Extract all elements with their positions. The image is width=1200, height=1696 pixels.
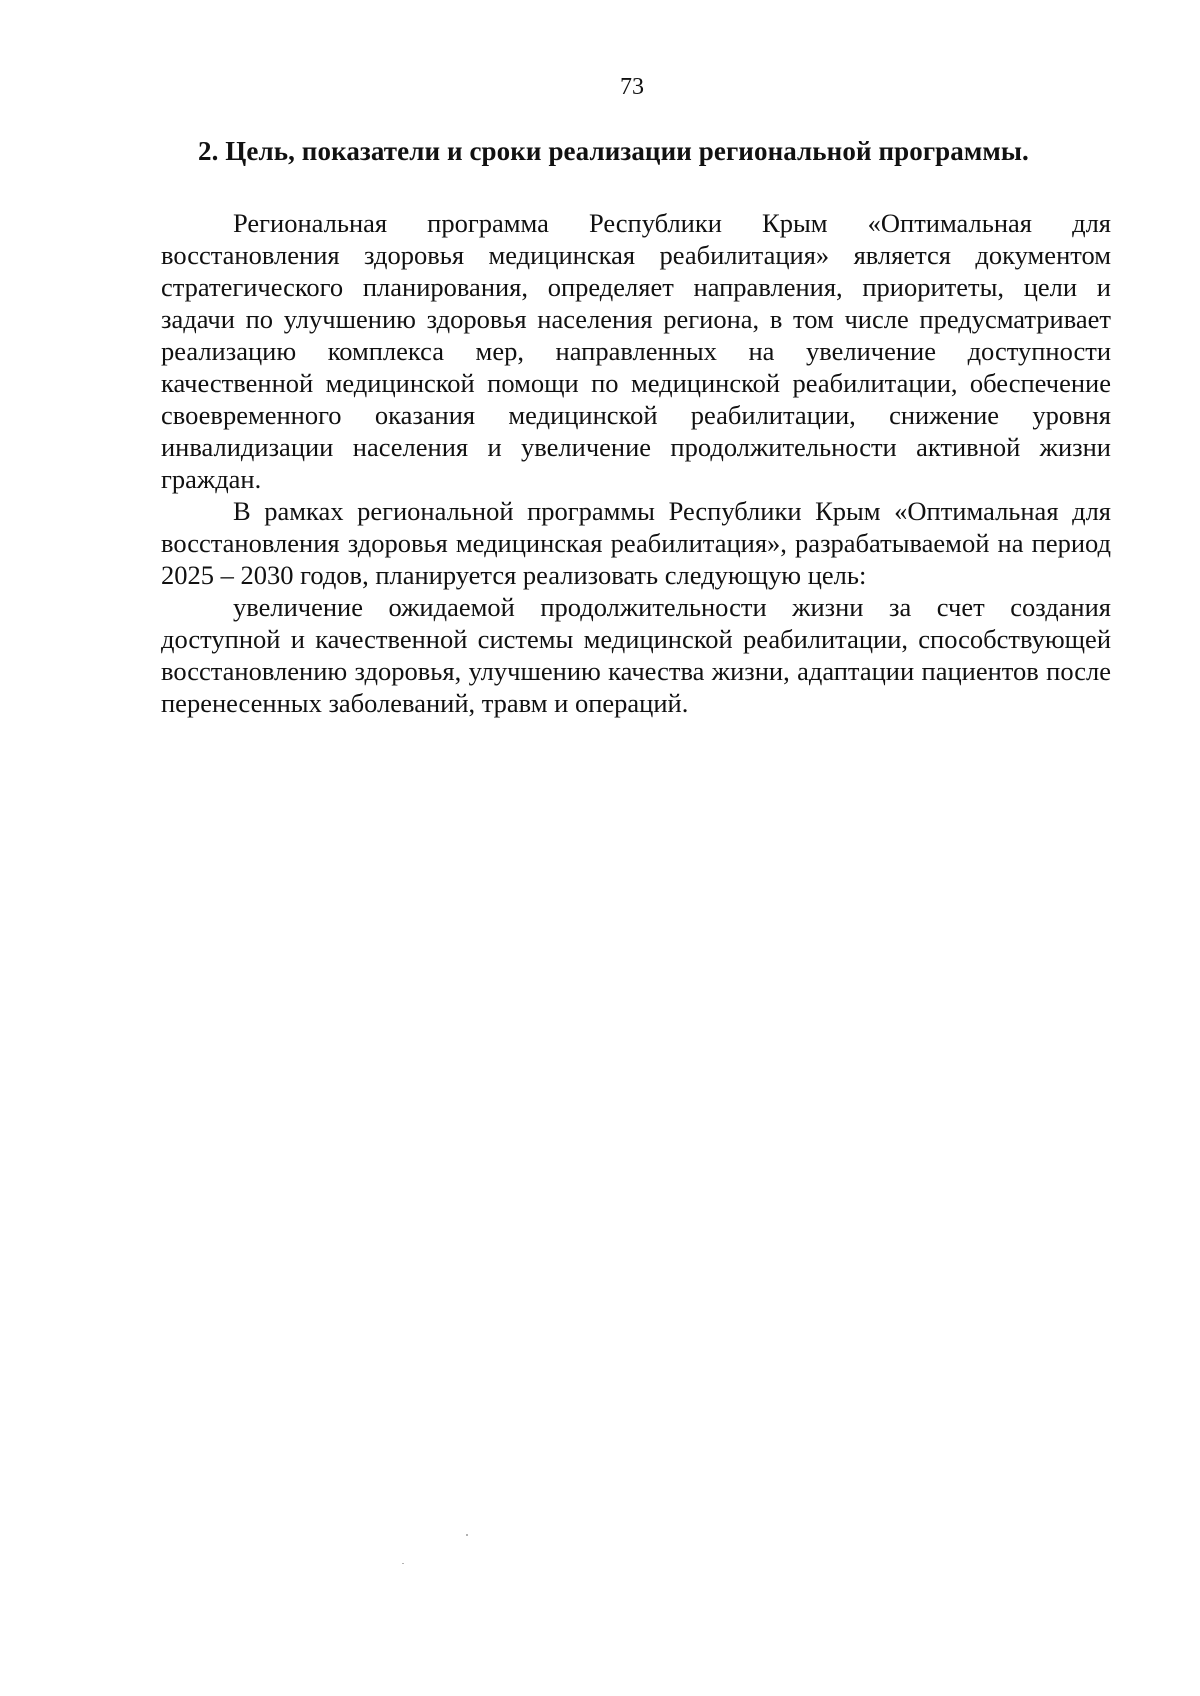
paragraph-program-goal: увеличение ожидаемой продолжительности жизни за счет создания доступной и качественной системы медицинской реабилитации, способствующей восстановлению здоровья, улучшению качества жизни, адаптации пациентов после перенесенных заболеваний, травм и операций. — [161, 592, 1111, 718]
paragraph-program-goal-intro: В рамках региональной программы Республики Крым «Оптимальная для восстановления здоровья медицинская реабилитация», разрабатываемой на период 2025 – 2030 годов, планируется реализовать следующую цель: — [161, 496, 1111, 590]
paragraph-program-description: Региональная программа Республики Крым «Оптимальная для восстановления здоровья медицинская реабилитация» является документом стратегического планирования, определяет направления, приоритеты, цели и задачи по улучшению здоровья населения региона, в том числе предусматривает реализацию комплекса мер, направленных на увеличение доступности качественной медицинской помощи по медицинской реабилитации, обеспечение своевременного оказания медицинской реабилитации, снижение уровня инвалидизации населения и увеличение продолжительности активной жизни граждан. — [161, 208, 1111, 494]
scan-speck — [466, 1534, 468, 1536]
scan-speck — [402, 1563, 404, 1564]
page-number: 73 — [620, 74, 644, 100]
section-heading: 2. Цель, показатели и сроки реализации региональной программы. — [198, 136, 1029, 166]
body-text — [161, 207, 1111, 719]
